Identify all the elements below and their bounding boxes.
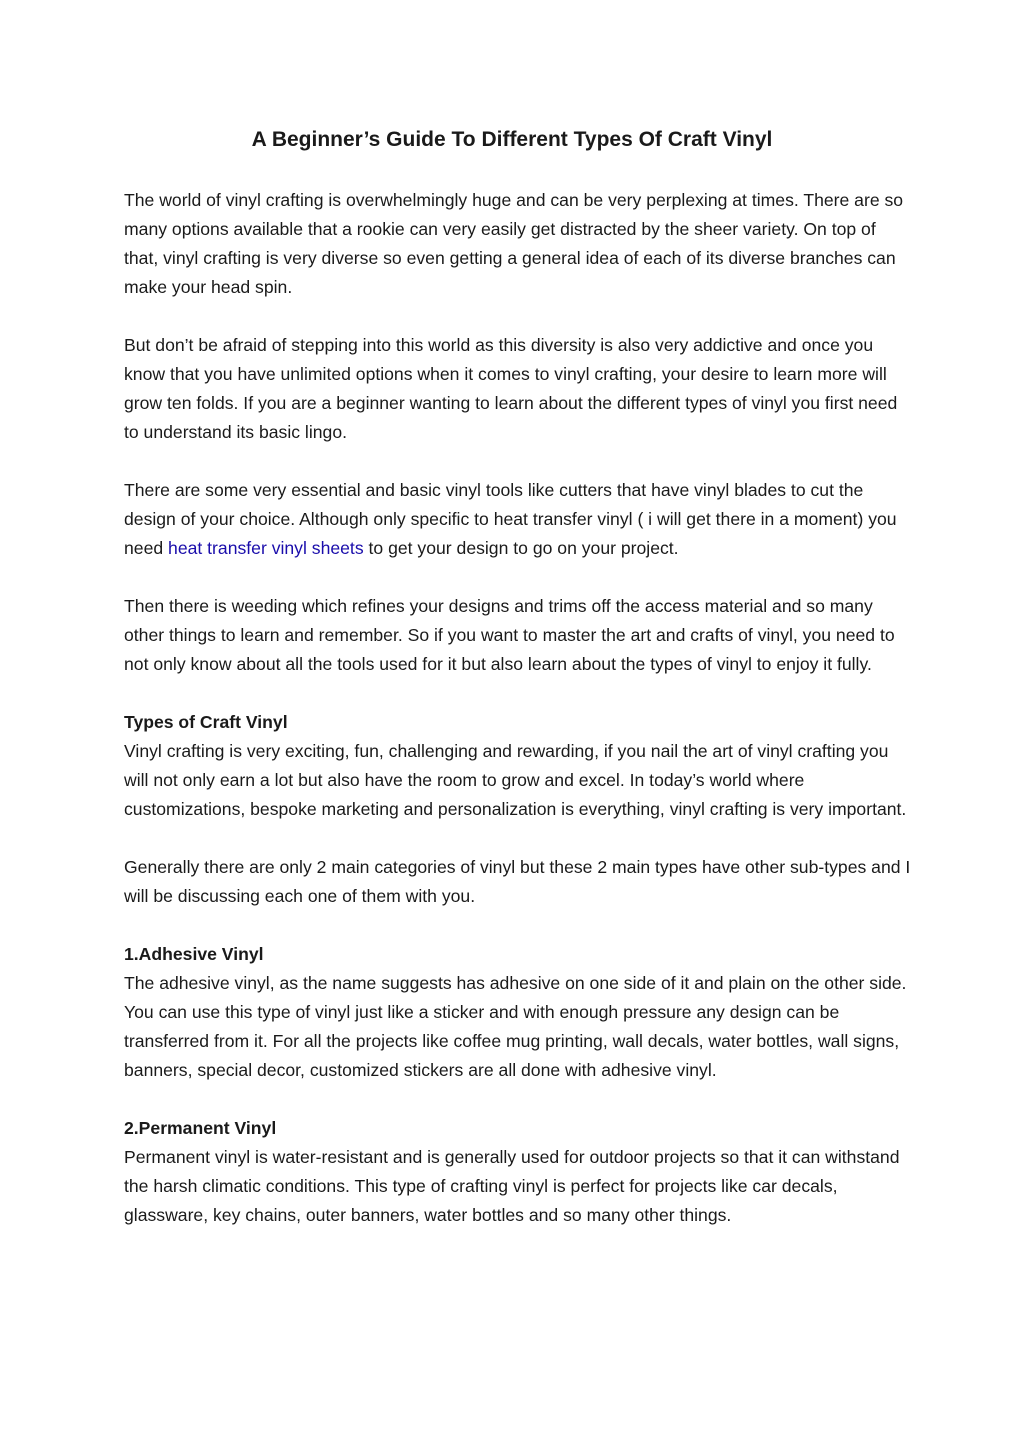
permanent-vinyl-heading: 2.Permanent Vinyl bbox=[124, 1118, 277, 1138]
tools-text-after-link: to get your design to go on your project. bbox=[363, 538, 679, 558]
weeding-paragraph: Then there is weeding which refines your designs and trims off the access material and so many other things to learn and remember. So if you want to master the art and crafts of vinyl, you need to not only know about all the tools used for it but also learn about the types of vinyl to enjoy it fully. bbox=[124, 596, 895, 674]
types-paragraph: Vinyl crafting is very exciting, fun, challenging and rewarding, if you nail the art of vinyl crafting you will not only earn a lot but also have the room to grow and excel. In today’s world where customizations, bespoke marketing and personalization is everything, vinyl crafting is very important. bbox=[124, 741, 907, 819]
permanent-vinyl-paragraph: Permanent vinyl is water-resistant and is generally used for outdoor projects so that it can withstand the harsh climatic conditions. This type of crafting vinyl is perfect for projects like car decals, glassware, key chains, outer banners, water bottles and so many other things. bbox=[124, 1147, 900, 1225]
types-of-craft-vinyl-heading: Types of Craft Vinyl bbox=[124, 712, 288, 732]
document-title: A Beginner’s Guide To Different Types Of Craft Vinyl bbox=[251, 128, 773, 151]
intro-paragraph: The world of vinyl crafting is overwhelmingly huge and can be very perplexing at times. There are so many options available that a rookie can very easily get distracted by the sheer variety. On top of that, vinyl crafting is very diverse so even getting a general idea of each of its diverse branches can make your head spin. bbox=[124, 190, 904, 297]
tools-text-before-link: There are some very essential and basic vinyl tools like cutters that have vinyl blades to cut the design of your choice. Although only specific to heat transfer vinyl ( i will get there in a moment) you need bbox=[124, 480, 897, 558]
adhesive-vinyl-heading: 1.Adhesive Vinyl bbox=[124, 944, 264, 964]
encouragement-paragraph: But don’t be afraid of stepping into this world as this diversity is also very addictive and once you know that you have unlimited options when it comes to vinyl crafting, your desire to learn more will grow ten folds. If you are a beginner wanting to learn about the different types of vinyl you first need to understand its basic lingo. bbox=[124, 335, 898, 442]
tools-paragraph bbox=[124, 476, 914, 563]
heat-transfer-vinyl-sheets-link[interactable]: heat transfer vinyl sheets bbox=[168, 538, 364, 558]
categories-paragraph: Generally there are only 2 main categories of vinyl but these 2 main types have other sub-types and I will be discussing each one of them with you. bbox=[124, 857, 911, 906]
adhesive-vinyl-paragraph: The adhesive vinyl, as the name suggests has adhesive on one side of it and plain on the other side. You can use this type of vinyl just like a sticker and with enough pressure any design can be transferred from it. For all the projects like coffee mug printing, wall decals, water bottles, wall signs, banners, special decor, customized stickers are all done with adhesive vinyl. bbox=[124, 973, 907, 1080]
document-body bbox=[124, 186, 914, 1259]
